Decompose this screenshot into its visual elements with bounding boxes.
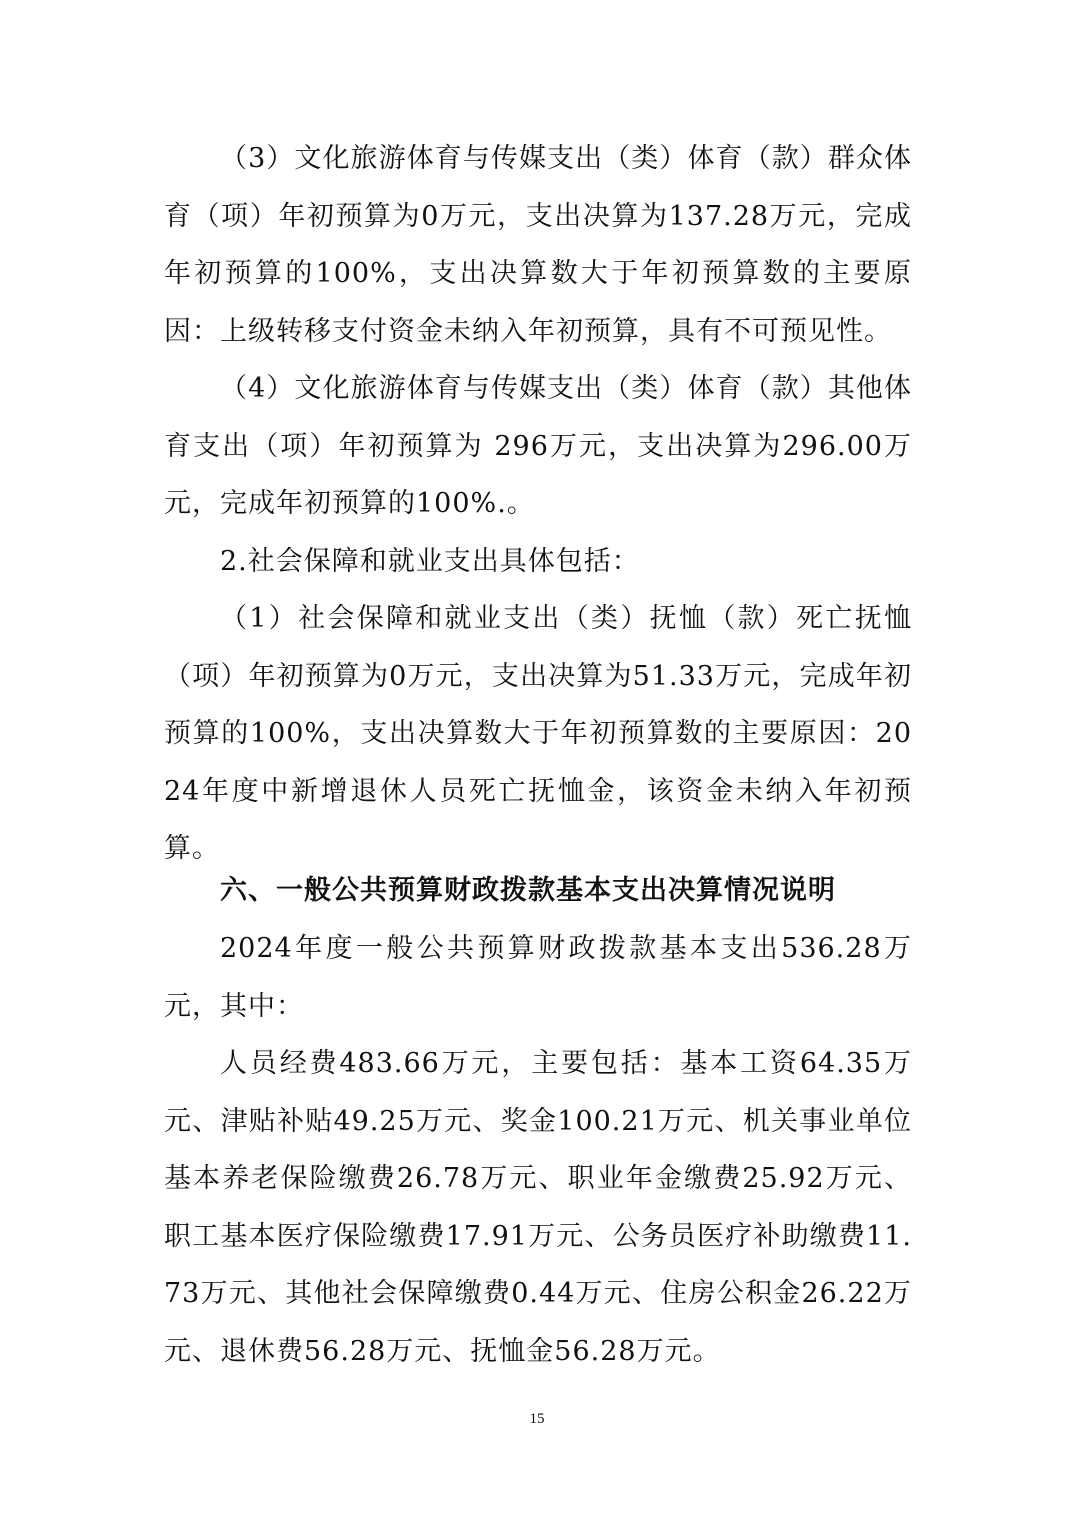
paragraph-social-security-intro: 2.社会保障和就业支出具体包括：: [220, 546, 640, 577]
paragraph-personnel-expenses: 人员经费483.66万元，主要包括：基本工资64.35万元、津贴补贴49.25万元、奖金100.21万元、机关事业单位基本养老保险缴费26.78万元、职业年金缴费25.92万元、职工基本医疗保险缴费17.91万元、公务员医疗补助缴费11.73万元、其他社会保障缴费0.44万元、住房公积金26.22万元、退休费56.28万元、抚恤金56.28万元。: [164, 1048, 912, 1367]
page-number: 15: [529, 1411, 545, 1427]
paragraph-basic-expenditure: 2024年度一般公共预算财政拨款基本支出536.28万元，其中：: [164, 933, 912, 1022]
paragraph-sports-other: （4）文化旅游体育与传媒支出（类）体育（款）其他体育支出（项）年初预算为 296万元，支出决算为296.00万元，完成年初预算的100%.。: [164, 373, 912, 519]
paragraph-sports-mass: （3）文化旅游体育与传媒支出（类）体育（款）群众体育（项）年初预算为0万元，支出决算为137.28万元，完成年初预算的100%，支出决算数大于年初预算数的主要原因：上级转移支付资金未纳入年初预算，具有不可预见性。: [164, 143, 912, 347]
paragraph-social-security-pension: （1）社会保障和就业支出（类）抚恤（款）死亡抚恤（项）年初预算为0万元，支出决算为51.33万元，完成年初预算的100%，支出决算数大于年初预算数的主要原因：2024年度中新增退休人员死亡抚恤金，该资金未纳入年初预算。: [164, 603, 912, 864]
section-heading: 六、一般公共预算财政拨款基本支出决算情况说明: [220, 875, 836, 906]
